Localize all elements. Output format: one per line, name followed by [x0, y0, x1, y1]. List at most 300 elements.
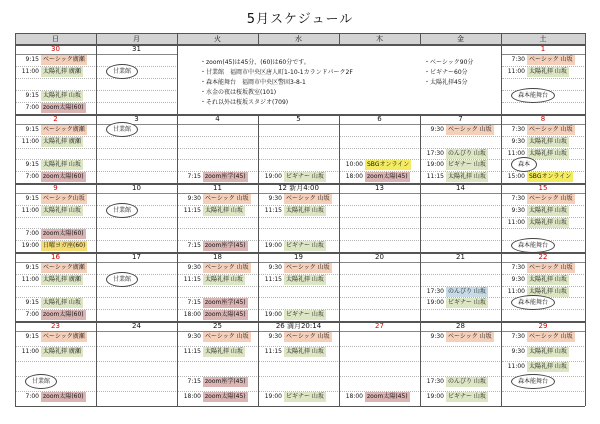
entry-class-name: 太陽礼拝 山坂 — [529, 68, 567, 75]
schedule-entry[interactable] — [15, 347, 96, 357]
entry-class-name: 太陽礼拝 山坂 — [43, 92, 81, 99]
schedule-entry[interactable] — [258, 347, 339, 357]
schedule-entry[interactable] — [15, 137, 96, 147]
slot-divider — [421, 136, 500, 137]
entry-class-name: ベーシック 山坂 — [529, 195, 573, 202]
entry-time: 11:15 — [264, 207, 282, 214]
slot-divider — [259, 217, 338, 218]
entry-time: 19:00 — [426, 299, 444, 306]
entry-time: 11:00 — [21, 207, 39, 214]
venue-bubble: 森本 — [511, 157, 537, 172]
page-title: 5月スケジュール — [246, 12, 354, 27]
schedule-entry[interactable] — [258, 332, 339, 342]
daynum-divider — [420, 262, 501, 263]
entry-time: 19:00 — [426, 393, 444, 400]
entry-time: 7:30 — [511, 126, 525, 133]
entry-class-name: 太陽礼拝 山坂 — [529, 288, 567, 295]
entry-time: 15:00 — [507, 173, 525, 180]
schedule-entry[interactable] — [177, 194, 258, 204]
slot-divider — [97, 286, 176, 287]
day-number: 10 — [132, 184, 141, 192]
entry-time: 9:30 — [511, 138, 525, 145]
entry-time: 9:15 — [25, 195, 39, 202]
day-number: 1 — [540, 45, 546, 53]
weekday-header: 金 — [420, 33, 501, 45]
schedule-entry[interactable] — [15, 172, 96, 182]
entry-class-name: 太陽礼拝 山坂 — [529, 219, 567, 226]
schedule-entry[interactable] — [501, 137, 585, 147]
slot-divider — [16, 148, 95, 149]
day-number: 27 — [375, 322, 384, 330]
slot-divider — [178, 286, 257, 287]
entry-time: 11:00 — [507, 68, 525, 75]
schedule-entry[interactable] — [15, 263, 96, 273]
venue-bubble: 森本能舞台 — [511, 295, 555, 310]
entry-time: 17:30 — [426, 288, 444, 295]
schedule-entry[interactable] — [501, 194, 585, 204]
entry-class-name: zoom太陽(60) — [43, 393, 84, 400]
entry-class-name: ベーシック 山坂 — [286, 264, 330, 271]
entry-class-name: ベーシック 山坂 — [205, 333, 249, 340]
entry-time: 7:00 — [25, 104, 39, 111]
slot-divider — [340, 346, 419, 347]
entry-time: 18:00 — [183, 311, 201, 318]
entry-time: 17:30 — [426, 378, 444, 385]
schedule-entry[interactable] — [501, 206, 585, 216]
schedule-entry[interactable] — [177, 172, 258, 182]
daynum-divider — [339, 262, 420, 263]
slot-divider — [340, 148, 419, 149]
schedule-entry[interactable] — [501, 263, 585, 273]
entry-time: 11:15 — [264, 348, 282, 355]
slot-divider — [259, 286, 338, 287]
slot-divider — [178, 136, 257, 137]
entry-time: 11:00 — [21, 348, 39, 355]
weekday-header: 木 — [339, 33, 420, 45]
slot-divider — [178, 148, 257, 149]
entry-time: 9:30 — [268, 195, 282, 202]
entry-class-name: ベーシック 山坂 — [529, 333, 573, 340]
entry-time: 9:15 — [25, 299, 39, 306]
slot-divider — [97, 171, 176, 172]
entry-time: 7:00 — [25, 230, 39, 237]
entry-class-name: 太陽礼拝 山坂 — [43, 207, 81, 214]
day-number: 8 — [540, 115, 546, 123]
day-number: 3 — [134, 115, 139, 123]
entry-class-name: ビギナー 山坂 — [448, 161, 486, 168]
slot-divider — [97, 159, 176, 160]
venue-bubble: 森本能舞台 — [511, 238, 555, 253]
slot-divider — [340, 228, 419, 229]
day-number: 19 — [294, 253, 303, 261]
week-divider — [15, 406, 585, 407]
entry-class-name: zoom座学(45) — [205, 173, 246, 180]
daynum-divider — [339, 124, 420, 125]
entry-time: 17:30 — [426, 150, 444, 157]
venue-bubble: 森本能舞台 — [511, 88, 555, 103]
entry-time: 9:30 — [511, 348, 525, 355]
schedule-entry[interactable] — [177, 392, 258, 402]
slot-divider — [502, 391, 584, 392]
venue-bubble: 甘業館 — [25, 374, 57, 389]
duration-note: ・ ビギナー60分 — [424, 68, 468, 77]
schedule-entry[interactable] — [339, 160, 420, 170]
weekday-header: 火 — [177, 33, 258, 45]
entry-class-name: SBGオンライン — [529, 173, 572, 180]
schedule-entry[interactable] — [420, 298, 501, 308]
entry-class-name: zoom太陽(45) — [367, 173, 408, 180]
entry-class-name: 太陽礼拝 廣瀬 — [43, 68, 81, 75]
slot-divider — [259, 297, 338, 298]
slot-divider — [16, 78, 95, 79]
day-number: 13 — [375, 184, 384, 192]
slot-divider — [502, 228, 584, 229]
entry-time: 11:00 — [507, 363, 525, 370]
duration-note: ・ ベーシック90分 — [424, 58, 473, 67]
slot-divider — [97, 148, 176, 149]
slot-divider — [421, 205, 500, 206]
schedule-entry[interactable] — [258, 310, 339, 320]
schedule-entry[interactable] — [258, 263, 339, 273]
entry-time: 18:00 — [345, 393, 363, 400]
entry-class-name: のんびり 山坂 — [448, 150, 486, 157]
entry-class-name: 太陽礼拝 廣瀬 — [43, 138, 81, 145]
venue-bubble: 甘業館 — [106, 272, 138, 287]
slot-divider — [97, 136, 176, 137]
day-number: 20 — [375, 253, 384, 261]
venue-bubble: 甘業館 — [106, 203, 138, 218]
day-number: 25 — [213, 322, 222, 330]
daynum-divider — [339, 193, 420, 194]
day-number: 16 — [51, 253, 60, 261]
entry-class-name: zoom太陽(60) — [43, 311, 84, 318]
slot-divider — [340, 274, 419, 275]
entry-time: 9:15 — [25, 92, 39, 99]
slot-divider — [97, 297, 176, 298]
schedule-entry[interactable] — [15, 91, 96, 101]
schedule-entry[interactable] — [258, 241, 339, 251]
venue-bubble: 森本能舞台 — [511, 374, 555, 389]
weekday-header: 日 — [15, 33, 96, 45]
schedule-entry[interactable] — [501, 362, 585, 372]
column-divider — [585, 33, 586, 406]
daynum-divider — [258, 124, 339, 125]
slot-divider — [16, 217, 95, 218]
entry-time: 7:00 — [25, 311, 39, 318]
entry-time: 7:15 — [187, 242, 201, 249]
day-number: 5 — [296, 115, 301, 123]
schedule-entry[interactable] — [177, 332, 258, 342]
daynum-divider — [96, 54, 177, 55]
entry-time: 11:00 — [507, 219, 525, 226]
slot-divider — [97, 102, 176, 103]
schedule-entry[interactable] — [501, 172, 585, 182]
entry-time: 11:15 — [426, 173, 444, 180]
slot-divider — [97, 240, 176, 241]
schedule-entry[interactable] — [15, 332, 96, 342]
weekday-header: 土 — [501, 33, 585, 45]
entry-time: 9:15 — [25, 56, 39, 63]
info-note: ・ 水金の夜は桜坂教室(101) — [200, 88, 276, 97]
slot-divider — [340, 297, 419, 298]
slot-divider — [259, 159, 338, 160]
slot-divider — [421, 274, 500, 275]
slot-divider — [97, 217, 176, 218]
schedule-entry[interactable] — [420, 160, 501, 170]
entry-class-name: 太陽礼拝 山坂 — [43, 299, 81, 306]
entry-class-name: zoom太陽(45) — [367, 393, 408, 400]
entry-time: 19:00 — [264, 242, 282, 249]
entry-time: 11:00 — [21, 276, 39, 283]
entry-time: 19:00 — [264, 393, 282, 400]
day-number: 29 — [538, 322, 548, 330]
column-divider — [96, 33, 97, 406]
slot-divider — [340, 205, 419, 206]
entry-class-name: 太陽礼拝 廣瀬 — [43, 348, 81, 355]
entry-time: 7:00 — [25, 173, 39, 180]
day-number: 12 新月4:00 — [278, 184, 319, 192]
schedule-entry[interactable] — [501, 149, 585, 159]
slot-divider — [421, 228, 500, 229]
day-number: 18 — [213, 253, 222, 261]
day-number: 17 — [132, 253, 141, 261]
slot-divider — [340, 309, 419, 310]
entry-class-name: 太陽礼拝 廣瀬 — [43, 276, 81, 283]
entry-class-name: 太陽礼拝 山坂 — [205, 276, 243, 283]
schedule-entry[interactable] — [177, 298, 258, 308]
schedule-entry[interactable] — [420, 392, 501, 402]
slot-divider — [259, 136, 338, 137]
entry-time: 11:15 — [183, 348, 201, 355]
entry-class-name: 太陽礼拝 山坂 — [529, 138, 567, 145]
schedule-entry[interactable] — [258, 275, 339, 285]
day-number: 30 — [51, 45, 60, 53]
header-divider — [339, 33, 340, 44]
entry-class-name: zoom座学(45) — [205, 299, 246, 306]
schedule-entry[interactable] — [258, 206, 339, 216]
entry-class-name: ベーシック廣瀬 — [43, 126, 85, 133]
entry-class-name: zoom座学(45) — [205, 378, 246, 385]
schedule-entry[interactable] — [501, 125, 585, 135]
slot-divider — [97, 309, 176, 310]
schedule-entry[interactable] — [501, 347, 585, 357]
schedule-entry[interactable] — [501, 67, 585, 77]
entry-class-name: 日曜ヨガ座(60) — [43, 242, 86, 249]
entry-time: 11:00 — [507, 150, 525, 157]
entry-time: 7:15 — [187, 299, 201, 306]
schedule-entry[interactable] — [420, 125, 501, 135]
slot-divider — [178, 217, 257, 218]
schedule-entry[interactable] — [177, 241, 258, 251]
slot-divider — [97, 90, 176, 91]
slot-divider — [259, 376, 338, 377]
entry-time: 19:00 — [21, 242, 39, 249]
schedule-entry[interactable] — [420, 287, 501, 297]
entry-class-name: ベーシック廣瀬 — [43, 264, 85, 271]
entry-class-name: ビギナー 山坂 — [448, 299, 486, 306]
schedule-entry[interactable] — [420, 172, 501, 182]
slot-divider — [97, 78, 176, 79]
slot-divider — [259, 361, 338, 362]
entry-time: 7:30 — [511, 195, 525, 202]
slot-divider — [421, 309, 500, 310]
entry-class-name: ビギナー 山坂 — [286, 242, 324, 249]
entry-class-name: 太陽礼拝 山坂 — [205, 207, 243, 214]
entry-class-name: ベーシック 山坂 — [529, 56, 573, 63]
duration-note: ・ 太陽礼拝45分 — [424, 78, 468, 87]
venue-bubble: 甘業館 — [106, 122, 138, 137]
entry-class-name: ベーシック廣瀬 — [43, 56, 85, 63]
entry-class-name: 太陽礼拝 山坂 — [529, 363, 567, 370]
entry-time: 9:30 — [187, 333, 201, 340]
schedule-entry[interactable] — [15, 194, 96, 204]
daynum-divider — [96, 193, 177, 194]
entry-time: 9:30 — [268, 333, 282, 340]
schedule-entry[interactable] — [177, 377, 258, 387]
day-number: 2 — [53, 115, 58, 123]
entry-time: 7:30 — [511, 56, 525, 63]
entry-time: 18:00 — [183, 393, 201, 400]
slot-divider — [340, 217, 419, 218]
day-number: 6 — [377, 115, 382, 123]
daynum-divider — [177, 124, 258, 125]
schedule-entry[interactable] — [15, 103, 96, 113]
slot-divider — [97, 228, 176, 229]
schedule-entry[interactable] — [177, 275, 258, 285]
schedule-entry[interactable] — [15, 275, 96, 285]
slot-divider — [259, 148, 338, 149]
day-number: 31 — [132, 45, 141, 53]
schedule-entry[interactable] — [15, 125, 96, 135]
schedule-entry[interactable] — [339, 172, 420, 182]
entry-class-name: ベーシック 山坂 — [205, 195, 249, 202]
schedule-entry[interactable] — [420, 377, 501, 387]
slot-divider — [97, 346, 176, 347]
entry-time: 9:15 — [25, 161, 39, 168]
weekday-header: 水 — [258, 33, 339, 45]
day-number: 4 — [215, 115, 220, 123]
header-divider — [258, 33, 259, 44]
slot-divider — [421, 346, 500, 347]
day-number: 23 — [51, 322, 60, 330]
entry-class-name: 太陽礼拝 山坂 — [529, 207, 567, 214]
day-number: 21 — [456, 253, 465, 261]
schedule-entry[interactable] — [258, 194, 339, 204]
grid-top-border — [15, 33, 585, 34]
day-number: 11 — [213, 184, 222, 192]
entry-time: 7:30 — [511, 333, 525, 340]
slot-divider — [502, 78, 584, 79]
entry-time: 19:00 — [264, 311, 282, 318]
entry-class-name: ビギナー 山坂 — [286, 173, 324, 180]
entry-class-name: 太陽礼拝 山坂 — [529, 150, 567, 157]
entry-class-name: ベーシック 山坂 — [205, 264, 249, 271]
entry-class-name: 太陽礼拝 山坂 — [529, 276, 567, 283]
info-note: ・ 森本能舞台 福岡市中央区警固3-8-1 — [200, 78, 306, 87]
entry-class-name: 太陽礼拝 山坂 — [286, 348, 324, 355]
slot-divider — [259, 228, 338, 229]
entry-class-name: ベーシック廣瀬 — [43, 333, 85, 340]
schedule-entry[interactable] — [501, 275, 585, 285]
day-number: 14 — [456, 184, 465, 192]
daynum-divider — [96, 331, 177, 332]
schedule-entry[interactable] — [15, 160, 96, 170]
schedule-entry[interactable] — [15, 229, 96, 239]
entry-class-name: ベーシック 山坂 — [529, 126, 573, 133]
entry-time: 18:00 — [345, 173, 363, 180]
entry-time: 11:15 — [183, 276, 201, 283]
entry-time: 9:15 — [25, 264, 39, 271]
daynum-divider — [420, 193, 501, 194]
entry-time: 7:30 — [511, 264, 525, 271]
entry-time: 9:30 — [187, 264, 201, 271]
schedule-entry[interactable] — [501, 332, 585, 342]
schedule-entry[interactable] — [177, 206, 258, 216]
entry-time: 11:00 — [507, 288, 525, 295]
schedule-entry[interactable] — [15, 206, 96, 216]
entry-class-name: ベーシック 山坂 — [286, 195, 330, 202]
schedule-entry[interactable] — [258, 392, 339, 402]
entry-time: 19:00 — [426, 161, 444, 168]
schedule-entry[interactable] — [501, 218, 585, 228]
entry-class-name: zoom太陽(60) — [43, 230, 84, 237]
entry-time: 7:00 — [25, 393, 39, 400]
slot-divider — [97, 391, 176, 392]
entry-class-name: ベーシック 山坂 — [286, 333, 330, 340]
entry-time: 9:30 — [187, 195, 201, 202]
slot-divider — [340, 240, 419, 241]
schedule-entry[interactable] — [15, 392, 96, 402]
entry-time: 9:30 — [511, 276, 525, 283]
schedule-entry[interactable] — [420, 149, 501, 159]
entry-time: 9:15 — [25, 333, 39, 340]
schedule-entry[interactable] — [15, 310, 96, 320]
entry-class-name: 太陽礼拝 山坂 — [448, 173, 486, 180]
schedule-entry[interactable] — [501, 55, 585, 65]
entry-class-name: zoom太陽(45) — [205, 311, 246, 318]
schedule-entry[interactable] — [15, 298, 96, 308]
slot-divider — [340, 136, 419, 137]
schedule-entry[interactable] — [258, 172, 339, 182]
schedule-entry[interactable] — [15, 67, 96, 77]
entry-time: 9:30 — [268, 264, 282, 271]
entry-time: 9:30 — [430, 333, 444, 340]
entry-class-name: zoom太陽(60) — [43, 173, 84, 180]
entry-time: 19:00 — [264, 173, 282, 180]
schedule-entry[interactable] — [15, 55, 96, 65]
info-note: ・ 甘業館 福岡市中央区唐人町1-10-1カランドパーク2F — [200, 68, 353, 77]
day-number: 9 — [53, 184, 58, 192]
entry-class-name: のんびり 山坂 — [448, 288, 486, 295]
day-number: 22 — [538, 253, 548, 261]
info-note: ・ それ以外は桜坂スタジオ(709) — [200, 98, 288, 107]
schedule-entry[interactable] — [339, 392, 420, 402]
entry-class-name: ビギナー 山坂 — [286, 393, 324, 400]
schedule-entry[interactable] — [420, 332, 501, 342]
entry-time: 9:30 — [511, 207, 525, 214]
entry-class-name: ベーシック 山坂 — [448, 126, 492, 133]
schedule-entry[interactable] — [15, 241, 96, 251]
slot-divider — [421, 217, 500, 218]
schedule-entry[interactable] — [177, 263, 258, 273]
entry-class-name: ビギナー 山坂 — [448, 393, 486, 400]
schedule-entry[interactable] — [177, 347, 258, 357]
day-number: 15 — [538, 184, 548, 192]
entry-class-name: ベーシック 山坂 — [529, 264, 573, 271]
slot-divider — [340, 286, 419, 287]
entry-class-name: zoom座学(45) — [205, 242, 246, 249]
schedule-entry[interactable] — [177, 310, 258, 320]
